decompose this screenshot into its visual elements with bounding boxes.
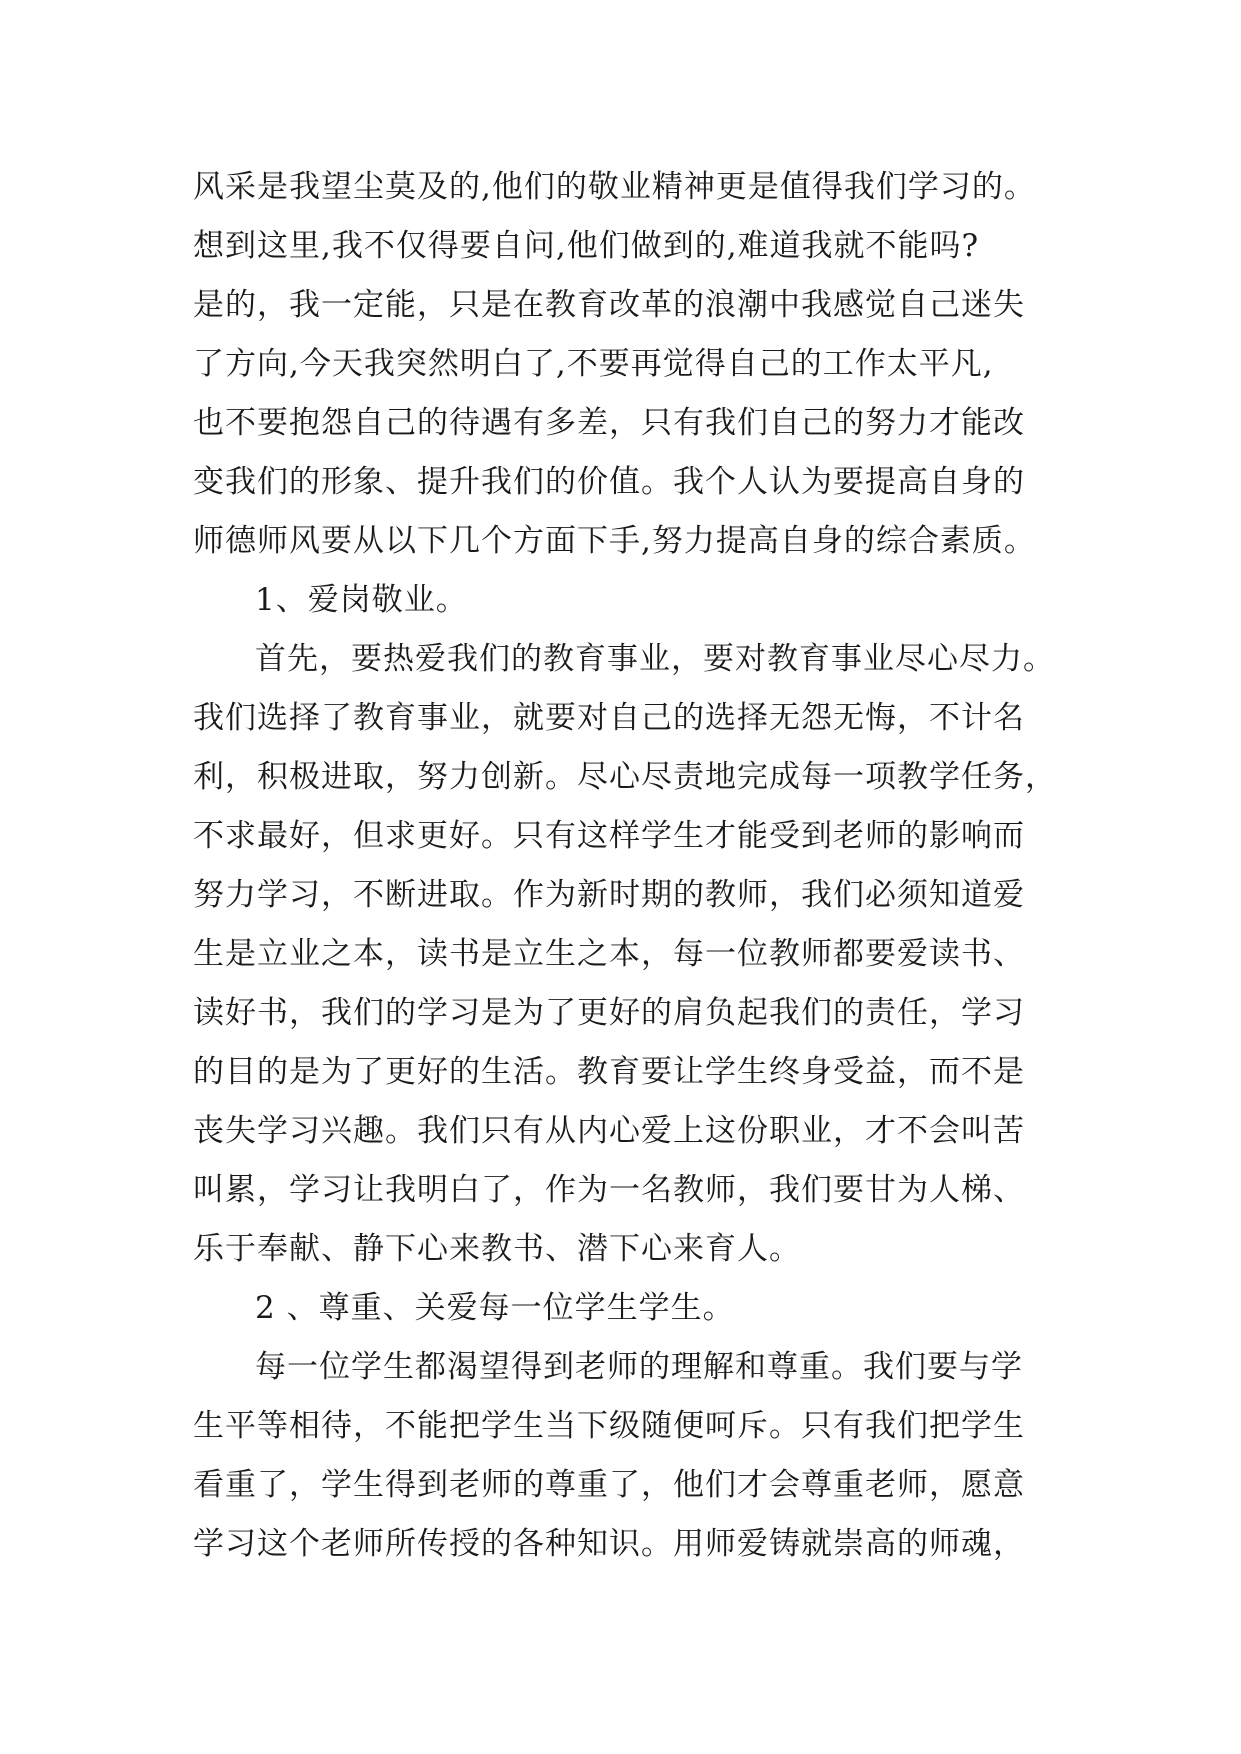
text-line: 生平等相待，不能把学生当下级随便呵斥。只有我们把学生 bbox=[193, 1408, 1025, 1444]
text-line: 师德师风要从以下几个方面下手,努力提高自身的综合素质。 bbox=[193, 523, 1036, 559]
text-line: 的目的是为了更好的生活。教育要让学生终身受益，而不是 bbox=[193, 1054, 1025, 1090]
text-line: 变我们的形象、提升我们的价值。我个人认为要提高自身的 bbox=[193, 464, 1025, 500]
text-line: 乐于奉献、静下心来教书、潜下心来育人。 bbox=[193, 1231, 801, 1267]
text-line: 也不要抱怨自己的待遇有多差，只有我们自己的努力才能改 bbox=[193, 405, 1025, 441]
text-line: 生是立业之本，读书是立生之本，每一位教师都要爱读书、 bbox=[193, 936, 1025, 972]
text-line: 不求最好，但求更好。只有这样学生才能受到老师的影响而 bbox=[193, 818, 1025, 854]
text-line: 2 、尊重、关爱每一位学生学生。 bbox=[255, 1290, 735, 1326]
text-line: 我们选择了教育事业，就要对自己的选择无怨无悔，不计名 bbox=[193, 700, 1025, 736]
body-text bbox=[193, 158, 1093, 1574]
text-line: 努力学习，不断进取。作为新时期的教师，我们必须知道爱 bbox=[193, 877, 1025, 913]
text-line: 是的，我一定能，只是在教育改革的浪潮中我感觉自己迷失 bbox=[193, 287, 1025, 323]
text-line: 1、爱岗敬业。 bbox=[255, 582, 468, 618]
text-line: 首先，要热爱我们的教育事业，要对教育事业尽心尽力。 bbox=[255, 641, 1055, 677]
text-line: 风采是我望尘莫及的,他们的敬业精神更是值得我们学习的。 bbox=[193, 169, 1036, 205]
text-line: 利，积极进取，努力创新。尽心尽责地完成每一项教学任务， bbox=[193, 759, 1057, 795]
text-line: 叫累，学习让我明白了，作为一名教师，我们要甘为人梯、 bbox=[193, 1172, 1025, 1208]
text-line: 丧失学习兴趣。我们只有从内心爱上这份职业，才不会叫苦 bbox=[193, 1113, 1025, 1149]
text-line: 读好书，我们的学习是为了更好的肩负起我们的责任，学习 bbox=[193, 995, 1025, 1031]
text-line: 看重了，学生得到老师的尊重了，他们才会尊重老师，愿意 bbox=[193, 1467, 1025, 1503]
text-line: 了方向,今天我突然明白了,不要再觉得自己的工作太平凡, bbox=[193, 346, 994, 382]
text-line: 每一位学生都渴望得到老师的理解和尊重。我们要与学 bbox=[255, 1349, 1023, 1385]
text-line: 想到这里,我不仅得要自问,他们做到的,难道我就不能吗? bbox=[193, 228, 980, 264]
text-line: 学习这个老师所传授的各种知识。用师爱铸就崇高的师魂， bbox=[193, 1526, 1025, 1562]
